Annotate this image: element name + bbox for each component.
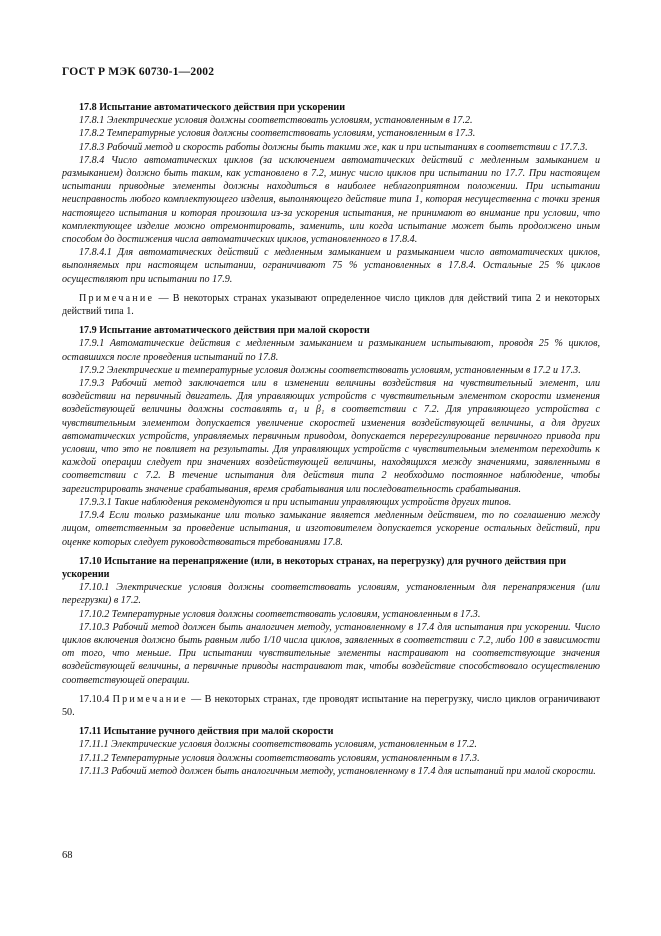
note-text: — В некоторых странах, где проводят испытание на перегрузку, число циклов ограничивают 50. [62,693,601,718]
section-heading: 17.11 Испытание ручного действия при малой скорости [79,726,334,738]
clause-paragraph: 17.11.2 Температурные условия должны соответствовать условиям, установленным в 17.3. [79,752,480,764]
clause-paragraph: 17.8.1 Электрические условия должны соответствовать условиям, установленным в 17.2. [79,115,473,127]
page-number: 68 [62,850,73,861]
clause-paragraph: 17.8.4 Число автоматических циклов (за исключением автоматических действий с медленным замыканием и размыканием) должно быть таким, как установлено в 7.2, минус число циклов при испытании по 17.7. При настоящем испытании приводные элементы должны находиться в наиболее неблагоприятном положении. При испытании неисправность любого комплектующего изделия, выполняющего действие типа 1, которая несущественна с точки зрения настоящего испытания и которая произошла из-за ускорения испытания, не принимают во внимание при условии, что комплектующее изделие можно отремонтировать, заменить, или когда испытание может быть продолжено иным способом до достижения числа автоматических циклов, установленного в 17.8.4. [62,154,600,246]
clause-paragraph: 17.9.2 Электрические и температурные условия должны соответствовать условиям, установленным в 17.2 и 17.3. [79,364,581,376]
note-paragraph [62,693,600,719]
clause-paragraph: 17.11.1 Электрические условия должны соответствовать условиям, установленным в 17.2. [79,739,477,751]
clause-paragraph: 17.9.3 Рабочий метод заключается или в изменении величины воздействия на чувствительный элемент, или воздействии на первичный двигатель. Для управляющих устройств с чувствительным элементом скорости изменения воздействующей величины должны составлять α₁ и β₁ в соответствии с 7.2. Для управляющего устройства с чувствительным элементом допускается увеличение скоростей изменения воздействующей величины, а для других автоматических устройств, управляемых первичным приводом, допускается перерегулирование первичного привода при условии, что это не повлияет на результаты. Для управляющих устройств с чувствительным элементом переходить к каждой операции следует при значениях воздействующей величины, находящихся между значениями, заявленными в соответствии с 7.2. В течение испытания для действия типа 2 необходимо постоянное наблюдение, чтобы зарегистрировать значение срабатывания, время срабатывания или последовательность срабатывания. [62,378,600,495]
clause-paragraph: 17.9.1 Автоматические действия с медленным замыканием и размыканием испытывают, проводя 25 % циклов, оставшихся после проведения испытаний по 17.8. [62,338,600,363]
section-heading: 17.8 Испытание автоматического действия при ускорении [79,102,346,113]
clause-paragraph: 17.8.3 Рабочий метод и скорость работы должны быть такими же, как и при испытаниях в соответствии с 17.7.3. [79,141,588,153]
clause-paragraph: 17.9.3.1 Такие наблюдения рекомендуются и при испытании управляющих устройств других типов. [79,496,512,508]
clause-paragraph: 17.11.3 Рабочий метод должен быть аналогичным методу, установленному в 17.4 для испытаний при малой скорости. [79,765,596,777]
clause-paragraph: 17.10.2 Температурные условия должны соответствовать условиям, установленным в 17.3. [79,608,481,620]
note-label: Примечание [112,693,188,705]
clause-paragraph: 17.10.1 Электрические условия должны соответствовать условиям, установленным для перенапряжения (или перегрузки) в 17.2. [62,582,600,607]
document-header: ГОСТ Р МЭК 60730-1—2002 [62,66,215,78]
note-paragraph [62,292,600,318]
clause-paragraph: 17.8.4.1 Для автоматических действий с медленным замыканием и размыканием число автоматических циклов, выполняемых при настоящем испытании, ограничивают 75 % установленных в 17.8.4. Остальные 25 % циклов осуществляют при испытании по 17.9. [62,247,600,285]
section-heading: 17.9 Испытание автоматического действия при малой скорости [79,325,370,337]
document-page [62,66,600,778]
note-prefix: 17.10.4 [79,693,113,705]
note-label: Примечание [79,292,155,304]
clause-paragraph: 17.8.2 Температурные условия должны соответствовать условиям, установленным в 17.3. [79,128,476,140]
clause-paragraph: 17.10.3 Рабочий метод должен быть аналогичен методу, установленному в 17.4 для испытания при ускорении. Число циклов включения должно быть равным либо 1/10 числа циклов, заявленных в соответствии с 7.2, либо 100 в зависимости от того, что меньше. При испытании чувствительные элементы настраивают на соответствующие значения воздействующей величины, а первичные приводы настраивают так, чтобы воздействие способствовало осуществлению соответствующей операции. [62,621,600,686]
document-body [62,101,600,778]
section-heading: 17.10 Испытание на перенапряжение (или, в некоторых странах, на перегрузку) для ручного действия при ускорении [62,555,567,580]
note-text: — В некоторых странах указывают определенное число циклов для действий типа 2 и некоторых действий типа 1. [62,292,600,318]
clause-paragraph: 17.9.4 Если только размыкание или только замыкание является медленным действием, то по соглашению между лицом, ответственным за проведение испытания, и изготовителем допускается ускорение остальных действий, при оценке которых следует руководствоваться требованиями 17.8. [62,510,600,548]
